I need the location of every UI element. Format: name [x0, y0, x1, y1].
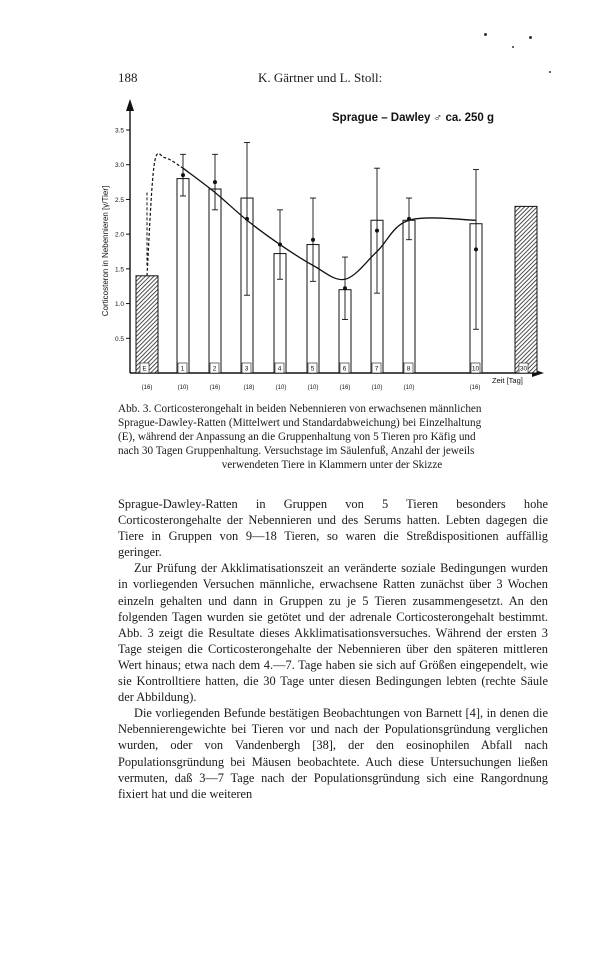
- chart-title: Sprague – Dawley ♂ ca. 250 g: [332, 112, 495, 124]
- x-axis-label: Zeit [Tag]: [492, 376, 523, 385]
- day-label: 7: [374, 365, 379, 373]
- body-text: [118, 496, 548, 802]
- day-label: E: [142, 365, 147, 373]
- paragraph: Die vorliegenden Befunde bestätigen Beobachtungen von Barnett [4], in denen die Nebennierengewichte bei Tieren vor und nach der Populationsgründung verglichen wurden, oder von Vandenbergh [38], der den eosinophilen Abfall nach Populationsgründung bei Mäusen beobachtete. Auch diese Untersuchungen ließen vermuten, daß 3—7 Tage nach der Populationsgründung sich eine Rangordnung fixiert hat und die weiteren: [118, 706, 548, 801]
- y-tick-label: 2.0: [114, 231, 124, 239]
- speck: [549, 71, 551, 73]
- y-axis-arrow: [126, 99, 134, 111]
- figure-caption: [118, 402, 546, 472]
- day-label: 5: [310, 365, 315, 373]
- n-label: (10): [371, 385, 383, 391]
- day-label: 4: [277, 365, 282, 373]
- speck: [529, 36, 532, 39]
- bar: [177, 179, 189, 373]
- y-axis-label: Corticosteron in Nebennieren [γ/Tier]: [101, 185, 110, 317]
- mean-point: [375, 229, 379, 233]
- speck: [512, 46, 514, 48]
- n-label: (16): [469, 385, 481, 391]
- y-tick-label: 2.5: [114, 196, 124, 204]
- paragraph: Zur Prüfung der Akklimatisationszeit an veränderte soziale Bedingungen wurden in vorliegenden Versuchen männliche, erwachsene Ratten zunächst über 3 Wochen einzeln gehalten und dann in Gruppen zu je 5 Tieren zusammengesetzt. An den folgenden Tagen wurden sie getötet und der adrenale Corticosterongehalt bestimmt. Abb. 3 zeigt die Resultate dieses Akklimatisationsversuches. Während der ersten 3 Tage steigen die Corticosterongehalte der Nebennieren über den späteren mittleren Wert hinaus; etwa nach dem 4.—7. Tage haben sie sich auf Größen eingependelt, wie sie Kontrolltiere hatten, die 30 Tage unter diesen Bedingungen lebten (rechte Säule der Abbildung).: [118, 561, 548, 705]
- bar: [403, 220, 415, 373]
- day-label: 6: [342, 365, 347, 373]
- y-tick-label: 0.5: [114, 335, 124, 343]
- mean-point: [343, 286, 347, 290]
- fit-curve: [183, 168, 476, 279]
- bar: [515, 206, 537, 373]
- day-label: 3: [244, 365, 249, 373]
- day-label: 8: [406, 365, 411, 373]
- running-header: [118, 70, 546, 90]
- n-label: (10): [403, 385, 415, 391]
- n-label: (16): [209, 385, 221, 391]
- bar: [136, 276, 158, 373]
- paragraph: Sprague-Dawley-Ratten in Gruppen von 5 Tieren besonders hohe Corticosterongehalte der Nebennieren und des Serums hatten. Lebten dagegen die Tiere in Gruppen von 9—18 Tieren, so waren die Streßdispositionen auffällig geringer.: [118, 497, 548, 560]
- caption-line: Sprague-Dawley-Ratten (Mittelwert und Standardabweichung) bei Einzelhaltung: [118, 417, 482, 429]
- day-label: 30: [519, 365, 528, 373]
- n-label: (10): [307, 385, 319, 391]
- n-label: (16): [339, 385, 351, 391]
- mean-point: [474, 247, 478, 251]
- page-number: 188: [118, 70, 138, 85]
- day-label: 10: [471, 365, 480, 373]
- y-tick-label: 3.0: [114, 162, 124, 170]
- caption-line: (E), während der Anpassung an die Gruppenhaltung von 5 Tieren pro Käfig und: [118, 431, 476, 443]
- n-label: (10): [177, 385, 189, 391]
- n-label: (10): [275, 385, 287, 391]
- y-tick-label: 3.5: [114, 127, 124, 135]
- y-tick-label: 1.5: [114, 266, 124, 274]
- speck: [484, 33, 487, 36]
- corticosterone-bar-chart: [80, 95, 550, 401]
- caption-line: verwendeten Tiere in Klammern unter der Skizze: [221, 459, 443, 471]
- mean-point: [311, 238, 315, 242]
- caption-line: Abb. 3. Corticosterongehalt in beiden Nebennieren von erwachsenen männlichen: [118, 403, 482, 415]
- day-label: 2: [212, 365, 217, 373]
- mean-point: [181, 173, 185, 177]
- running-head-authors: K. Gärtner und L. Stoll:: [258, 70, 383, 85]
- n-label: (16): [141, 385, 153, 391]
- bar: [209, 189, 221, 373]
- day-label: 1: [180, 365, 185, 373]
- n-label: (18): [243, 385, 255, 391]
- y-tick-label: 1.0: [114, 301, 124, 309]
- caption-line: nach 30 Tagen Gruppenhaltung. Versuchstage im Säulenfuß, Anzahl der jeweils: [118, 445, 475, 457]
- mean-point: [213, 180, 217, 184]
